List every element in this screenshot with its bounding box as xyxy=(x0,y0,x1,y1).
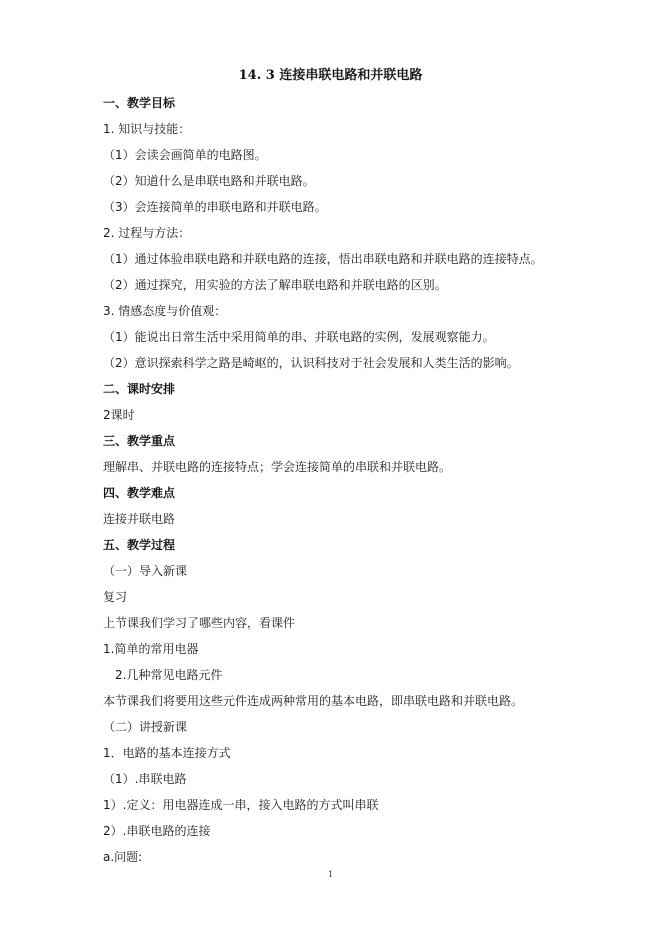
body-line: 理解串、并联电路的连接特点；学会连接简单的串联和并联电路。 xyxy=(103,460,452,474)
body-line: 1．电路的基本连接方式 xyxy=(103,746,231,760)
body-line: （1）通过体验串联电路和并联电路的连接，悟出串联电路和并联电路的连接特点。 xyxy=(103,252,543,266)
body-line: 1. 知识与技能： xyxy=(103,122,191,136)
body-line: 上节课我们学习了哪些内容，看课件 xyxy=(103,616,296,630)
body-line: 1.简单的常用电器 xyxy=(103,642,199,656)
document-title: 14. 3 连接串联电路和并联电路 xyxy=(238,68,423,83)
body-line: （3）会连接简单的串联电路和并联电路。 xyxy=(103,200,327,214)
body-line: （二）讲授新课 xyxy=(103,720,188,734)
body-line: 连接并联电路 xyxy=(103,512,176,526)
section-heading-objectives: 一、教学目标 xyxy=(103,96,176,110)
body-line: a.问题: xyxy=(103,850,143,864)
section-heading-schedule: 二、课时安排 xyxy=(103,382,176,396)
body-line: 2.几种常见电路元件 xyxy=(115,668,223,682)
section-heading-key-points: 三、教学重点 xyxy=(103,434,176,448)
body-line: （2）知道什么是串联电路和并联电路。 xyxy=(103,174,315,188)
body-line: （2）意识探索科学之路是崎岖的，认识科技对于社会发展和人类生活的影响。 xyxy=(103,356,519,370)
body-line: （2）通过探究，用实验的方法了解串联电路和并联电路的区别。 xyxy=(103,278,447,292)
body-line: 2课时 xyxy=(103,408,135,422)
body-line: 本节课我们将要用这些元件连成两种常用的基本电路，即串联电路和并联电路。 xyxy=(103,694,524,708)
body-line: 2）.串联电路的连接 xyxy=(103,824,211,838)
body-line: （1）能说出日常生活中采用简单的串、并联电路的实例，发展观察能力。 xyxy=(103,330,495,344)
body-line: 3. 情感态度与价值观： xyxy=(103,304,227,318)
body-line: （一）导入新课 xyxy=(103,564,188,578)
body-line: （1）.串联电路 xyxy=(103,772,187,786)
body-line: 复习 xyxy=(103,590,128,604)
section-heading-process: 五、教学过程 xyxy=(103,538,176,552)
body-line: （1）会读会画简单的电路图。 xyxy=(103,148,267,162)
body-line: 1）.定义：用电器连成一串，接入电路的方式叫串联 xyxy=(103,798,379,812)
body-line: 2. 过程与方法： xyxy=(103,226,191,240)
page-number: 1 xyxy=(327,870,334,879)
section-heading-difficulties: 四、教学难点 xyxy=(103,486,176,500)
